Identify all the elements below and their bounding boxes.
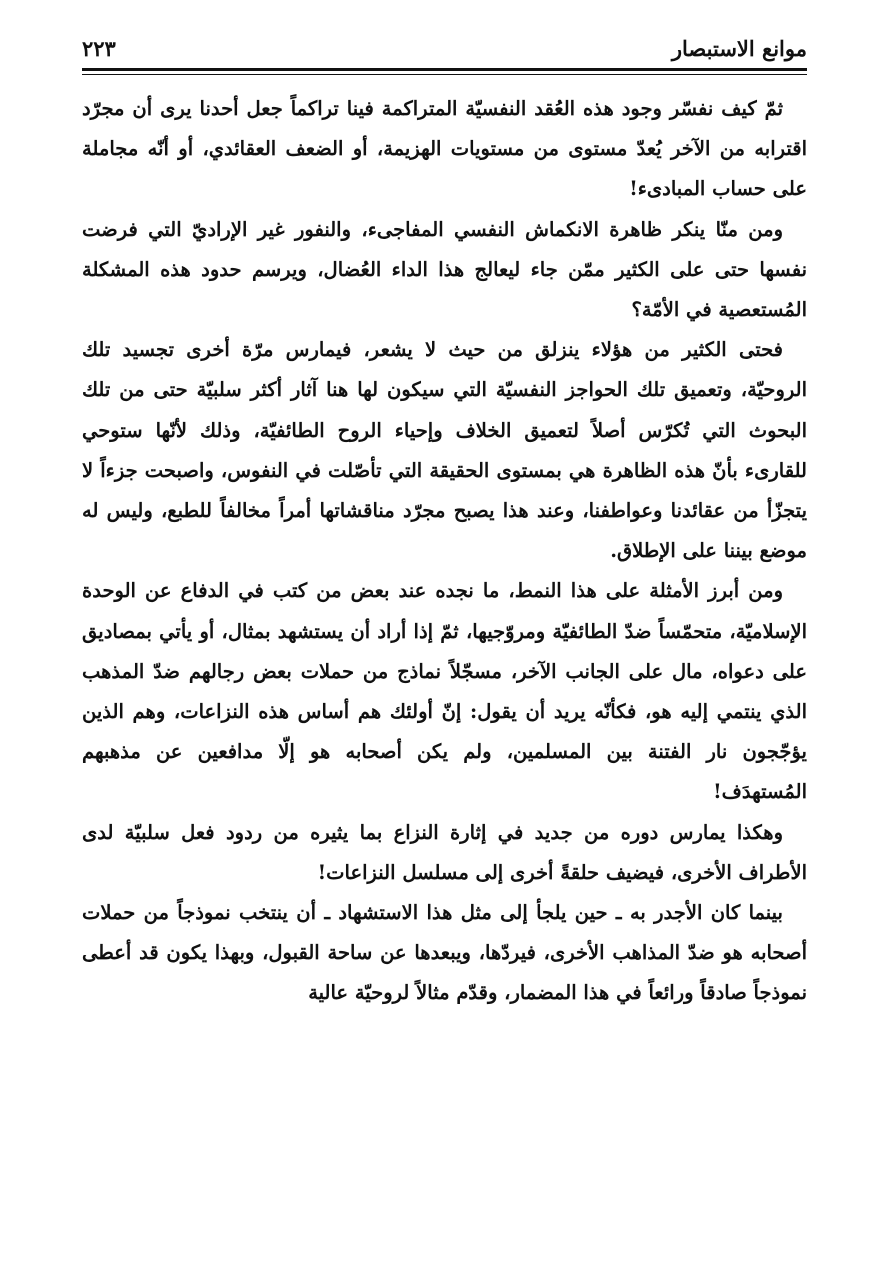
page-number: ٢٢٣ (82, 36, 116, 61)
book-page (82, 32, 807, 1232)
paragraph-4: ومن أبرز الأمثلة على هذا النمط، ما نجده عند بعض من كتب في الدفاع عن الوحدة الإسلاميّة، متحمّساً ضدّ الطائفيّة ومروّجيها، ثمّ إذا أراد أن يستشهد بمثال، أو يأتي بمصاديق على دعواه، مال على الجانب الآخر، مسجّلاً نماذج من حملات بعض رجالهم ضدّ المذهب الذي ينتمي إليه هو، فكأنّه يريد أن يقول: إنّ أولئك هم أساس هذه النزاعات، وهم الذين يؤجّجون نار الفتنة بين المسلمين، ولم يكن أصحابه هو إلّا مدافعين عن مذهبهم المُستهدَف! (82, 579, 807, 804)
header-rule-thin (82, 74, 807, 75)
header-rule-thick (82, 68, 807, 71)
paragraph-6: بينما كان الأجدر به ـ حين يلجأ إلى مثل هذا الاستشهاد ـ أن ينتخب نموذجاً من حملات أصحابه هو ضدّ المذاهب الأخرى، فيردّها، ويبعدها عن ساحة القبول، وبهذا يكون قد أعطى نموذجاً صادقاً ورائعاً في هذا المضمار، وقدّم مثالاً لروحيّة عالية (82, 901, 807, 1005)
paragraph-5: وهكذا يمارس دوره من جديد في إثارة النزاع بما يثيره من ردود فعل سلبيّة لدى الأطراف الأخرى، فيضيف حلقةً أخرى إلى مسلسل النزاعات! (82, 820, 807, 884)
paragraph-2: ومن منّا ينكر ظاهرة الانكماش النفسي المفاجىء، والنفور غير الإراديّ التي فرضت نفسها حتى على الكثير ممّن جاء ليعالج هذا الداء العُضال، ويرسم حدود هذه المشكلة المُستعصية في الأمّة؟ (82, 217, 807, 322)
running-header (82, 32, 807, 66)
paragraph-1: ثمّ كيف نفسّر وجود هذه العُقد النفسيّة المتراكمة فينا تراكماً جعل أحدنا يرى أن مجرّد اقترابه من الآخر يُعدّ مستوى من مستويات الهزيمة، أو الضعف العقائدي، أو أنّه مجاملة على حساب المبادىء! (82, 97, 807, 201)
body-text (82, 89, 807, 1014)
chapter-title: موانع الاستبصار (671, 36, 807, 61)
paragraph-3: فحتى الكثير من هؤلاء ينزلق من حيث لا يشعر، فيمارس مرّة أخرى تجسيد تلك الروحيّة، وتعميق تلك الحواجز النفسيّة التي سيكون لها هنا آثار أكثر سلبيّة حتى من تلك البحوث التي تُكرّس أصلاً لتعميق الخلاف وإحياء الروح الطائفيّة، وذلك لأنّها ستوحي للقارىء بأنّ هذه الظاهرة هي بمستوى الحقيقة التي تأصّلت في النفوس، واصبحت جزءاً لا يتجزّأ من عقائدنا وعواطفنا، وعند هذا يصبح مجرّد مناقشاتها أمراً مخالفاً للطبع، وليس له موضع بيننا على الإطلاق. (82, 338, 807, 563)
